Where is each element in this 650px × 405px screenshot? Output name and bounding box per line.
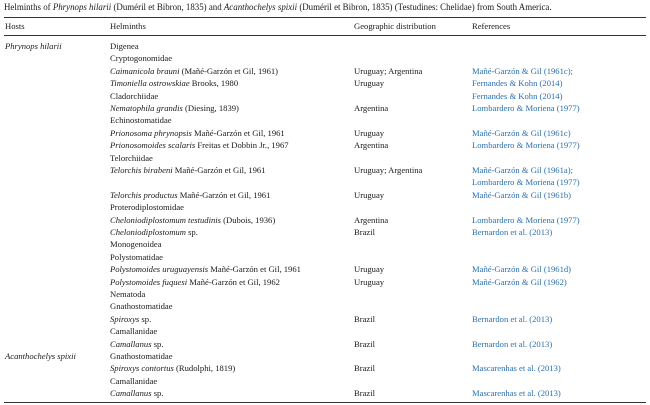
helminth-name: Proterodiplostomidae xyxy=(110,202,184,213)
helminth-cell xyxy=(110,127,285,139)
helminth-cell xyxy=(110,375,157,387)
table-row xyxy=(0,65,650,77)
table-row xyxy=(0,300,650,312)
helminth-name: Telorchis birabeni xyxy=(110,165,173,175)
header-refs: References xyxy=(472,21,511,31)
helminth-name: Camallanidae xyxy=(110,326,158,337)
geo-cell: Uruguay xyxy=(354,78,385,89)
helminth-name: Polystomoides uruguayensis xyxy=(110,264,209,275)
table-row xyxy=(0,263,650,275)
bottom-rule xyxy=(4,402,646,403)
geo-cell: Argentina xyxy=(354,103,389,113)
table-row xyxy=(0,90,650,102)
geo-cell: Brazil xyxy=(354,313,375,324)
table-row xyxy=(0,176,650,188)
table-row xyxy=(0,114,650,126)
geo-cell: Uruguay; Argentina xyxy=(354,165,423,175)
geo-cell: Uruguay xyxy=(354,189,385,200)
reference-link[interactable]: Bernardon et al. (2013) xyxy=(472,313,553,324)
reference-link[interactable]: Mañé-Garzón & Gil (1961c) xyxy=(472,127,571,138)
table-row xyxy=(0,288,650,300)
table-row xyxy=(0,40,650,52)
helminth-authority: sp. xyxy=(151,338,164,349)
helminth-cell xyxy=(110,338,164,350)
helminth-cell xyxy=(110,238,162,250)
helminth-name: Prionosomoides scalaris xyxy=(110,140,196,151)
helminth-cell xyxy=(110,226,198,238)
geo-cell: Uruguay xyxy=(354,127,385,138)
helminth-cell xyxy=(110,350,173,362)
table-row xyxy=(0,387,650,399)
reference-link[interactable]: Bernardon et al. (2013) xyxy=(472,227,553,237)
geo-cell: Uruguay; Argentina xyxy=(354,65,423,76)
table-row xyxy=(0,313,650,325)
helminth-authority: sp. xyxy=(151,388,164,399)
geo-cell: Uruguay xyxy=(354,264,385,275)
helminth-cell xyxy=(110,114,172,126)
caption-prefix: Helminths of xyxy=(4,2,53,12)
helminth-name: Camallanus xyxy=(110,388,152,399)
helminth-name: Cheloniodiplostomum testudinis xyxy=(110,214,222,225)
header-helminths: Helminths xyxy=(110,21,146,31)
helminth-cell xyxy=(110,189,270,201)
helminth-authority: Mañé-Garzón et Gil, 1961 xyxy=(172,165,266,175)
helminth-name: Nematoda xyxy=(110,289,146,299)
helminth-cell xyxy=(110,214,275,226)
helminth-authority: Brooks, 1980 xyxy=(189,78,239,89)
helminth-name: Polystomatidae xyxy=(110,251,163,262)
caption-suffix: (Duméril et Bibron, 1835) (Testudines: Chelidae) from South America. xyxy=(297,2,552,12)
helminth-name: Nematophila grandis xyxy=(110,103,183,113)
table-row xyxy=(0,214,650,226)
reference-link[interactable]: Fernandes & Kohn (2014) xyxy=(472,90,563,101)
helminth-authority: Mañé-Garzón et Gil, 1961 xyxy=(191,127,285,138)
helminth-name: Cheloniodiplostomum xyxy=(110,227,186,237)
helminth-name: Prionosoma phrynopsis xyxy=(110,127,192,138)
table-row xyxy=(0,77,650,89)
header-geo: Geographic distribution xyxy=(354,21,436,31)
caption-species-1: Phrynops hilarii xyxy=(52,2,112,12)
table-row xyxy=(0,127,650,139)
helminth-cell xyxy=(110,313,151,325)
reference-link[interactable]: Mañé-Garzón & Gil (1962) xyxy=(472,276,567,287)
helminth-name: Gnathostomatidae xyxy=(110,301,173,312)
helminth-name: Cryptogonomidae xyxy=(110,53,173,64)
reference-link[interactable]: Mañé-Garzón & Gil (1961a); xyxy=(472,165,573,175)
helminth-name: Cladorchiidae xyxy=(110,90,159,101)
reference-link[interactable]: Mañé-Garzón & Gil (1961b) xyxy=(472,189,572,200)
table-row xyxy=(0,52,650,64)
table-row xyxy=(0,251,650,263)
helminth-authority: sp. xyxy=(185,227,198,237)
table-caption xyxy=(4,2,650,13)
table-row xyxy=(0,375,650,387)
geo-cell: Brazil xyxy=(354,363,375,374)
geo-cell: Argentina xyxy=(354,214,389,225)
table-row xyxy=(0,238,650,250)
helminth-name: Caimanicola brauni xyxy=(110,65,180,76)
helminth-cell xyxy=(110,201,184,213)
geo-cell: Uruguay xyxy=(354,276,385,287)
host-cell: Phrynops hilarii xyxy=(5,41,62,51)
reference-link[interactable]: Mascarenhas et al. (2013) xyxy=(472,388,561,399)
helminth-cell xyxy=(110,139,289,151)
helminth-cell xyxy=(110,276,280,288)
helminth-cell xyxy=(110,251,163,263)
table-row xyxy=(0,276,650,288)
helminth-name: Timoniella ostrowskiae xyxy=(110,78,190,89)
reference-link[interactable]: Fernandes & Kohn (2014) xyxy=(472,78,563,89)
helminth-cell xyxy=(110,263,301,275)
reference-link[interactable]: Mañé-Garzón & Gil (1961d) xyxy=(472,264,572,275)
helminth-authority: Mañé-Garzón et Gil, 1961 xyxy=(208,264,301,275)
helminth-cell xyxy=(110,77,238,89)
table-row xyxy=(0,226,650,238)
helminth-name: Gnathostomatidae xyxy=(110,351,173,361)
helminth-authority: sp. xyxy=(139,313,152,324)
helminth-cell xyxy=(110,362,235,374)
helminth-cell xyxy=(110,40,139,52)
helminth-authority: (Diesing, 1839) xyxy=(182,103,239,113)
helminth-cell xyxy=(110,387,164,399)
helminth-cell xyxy=(110,325,157,337)
top-rule xyxy=(4,17,646,18)
helminth-name: Digenea xyxy=(110,41,139,51)
reference-link[interactable]: Mascarenhas et al. (2013) xyxy=(472,363,561,374)
helminth-name: Echinostomatidae xyxy=(110,115,172,126)
helminth-name: Spiroxys contortus xyxy=(110,363,174,374)
helminth-cell xyxy=(110,102,239,114)
table-row xyxy=(0,164,650,176)
helminth-authority: (Rudolphi, 1819) xyxy=(173,363,236,374)
helminth-authority: (Dubois, 1936) xyxy=(221,214,276,225)
helminth-cell xyxy=(110,164,265,176)
reference-link[interactable]: Bernardon et al. (2013) xyxy=(472,338,553,349)
table-row xyxy=(0,325,650,337)
helminth-authority: Freitas et Dobbin Jr., 1967 xyxy=(195,140,289,151)
host-cell: Acanthochelys spixii xyxy=(5,351,76,361)
helminth-name: Camallanidae xyxy=(110,375,158,386)
geo-cell: Argentina xyxy=(354,140,389,151)
reference-link[interactable]: Lombardero & Moriena (1977) xyxy=(472,103,580,113)
helminth-cell xyxy=(110,65,278,77)
helminth-authority: Mañé-Garzón et Gil, 1961 xyxy=(177,189,271,200)
table-row xyxy=(0,102,650,114)
helminth-name: Telorchiidae xyxy=(110,152,153,163)
reference-link[interactable]: Lombardero & Moriena (1977) xyxy=(472,177,580,188)
table-row xyxy=(0,201,650,213)
helminth-authority: Mañé-Garzón et Gil, 1962 xyxy=(187,276,280,287)
helminth-cell xyxy=(110,300,173,312)
header-hosts: Hosts xyxy=(5,21,25,31)
caption-mid: (Duméril et Bibron, 1835) and xyxy=(111,2,224,12)
helminth-name: Polystomoides fuquesi xyxy=(110,276,188,287)
table-row xyxy=(0,338,650,350)
helminth-cell xyxy=(110,288,145,300)
geo-cell: Brazil xyxy=(354,388,375,399)
reference-link[interactable]: Mañé-Garzón & Gil (1961c); xyxy=(472,65,573,76)
helminth-authority: (Mañé-Garzón et Gil, 1961) xyxy=(179,65,279,76)
header-rule xyxy=(4,35,646,36)
helminth-name: Spiroxys xyxy=(110,313,140,324)
table-row xyxy=(0,139,650,151)
helminth-name: Camallanus xyxy=(110,338,152,349)
geo-cell: Brazil xyxy=(354,338,375,349)
helminth-name: Telorchis productus xyxy=(110,189,178,200)
table-row xyxy=(0,152,650,164)
table-row xyxy=(0,350,650,362)
reference-link[interactable]: Lombardero & Moriena (1977) xyxy=(472,214,580,225)
table-row xyxy=(0,362,650,374)
geo-cell: Brazil xyxy=(354,227,375,237)
helminth-cell xyxy=(110,152,153,164)
helminth-cell xyxy=(110,90,158,102)
reference-link[interactable]: Lombardero & Moriena (1977) xyxy=(472,140,580,151)
helminth-cell xyxy=(110,52,172,64)
caption-species-2: Acanthochelys spixii xyxy=(223,2,298,12)
table-row xyxy=(0,189,650,201)
helminth-name: Monogenoidea xyxy=(110,239,162,250)
